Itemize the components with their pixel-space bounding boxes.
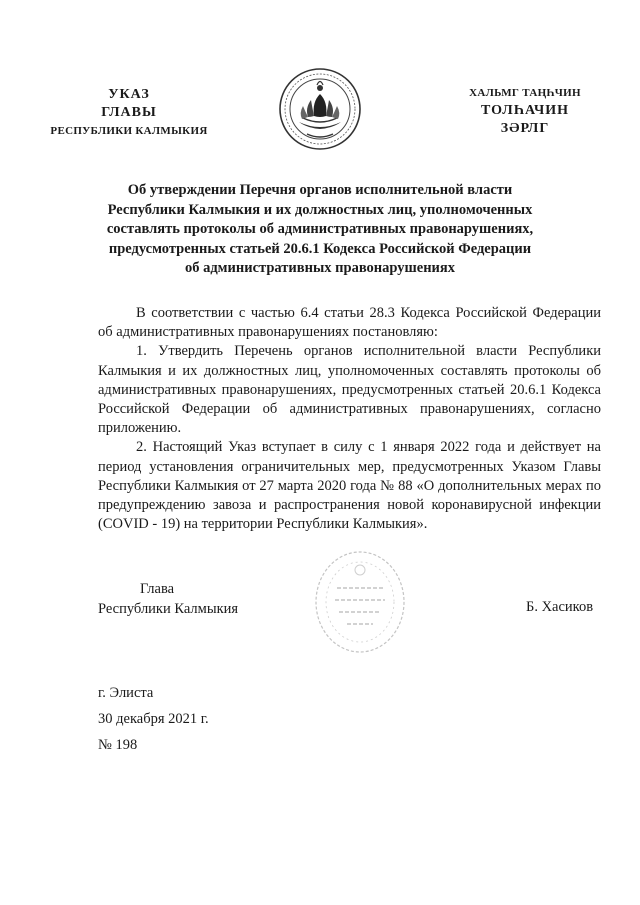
intro-paragraph: В соответствии с частью 6.4 статьи 28.3 Кодекса Российской Федерации об административных правонарушениях постановляю:: [98, 305, 601, 341]
document-title: [100, 181, 540, 279]
footer-number: № 198: [98, 737, 138, 753]
header-left-line3: РЕСПУБЛИКИ КАЛМЫКИЯ: [50, 125, 208, 137]
signature-position-line1: Глава: [140, 581, 175, 597]
title-line: Об утверждении Перечня органов исполнительной власти: [127, 182, 513, 198]
signature-position-line2: Республики Калмыкия: [98, 601, 239, 617]
header-right: [440, 84, 610, 138]
header-right-line2: ТОЛҺАЧИН: [480, 103, 570, 118]
signature-position: [98, 579, 238, 619]
footer-date: 30 декабря 2021 г.: [98, 711, 209, 727]
title-line: Республики Калмыкия и их должностных лиц, уполномоченных: [107, 201, 533, 218]
header-right-line3: ЗӘРЛГ: [500, 121, 550, 136]
item-1-paragraph: 1. Утвердить Перечень органов исполнительной власти Республики Калмыкия и их должностных лиц, уполномоченных составлять протоколы об административных правонарушениях, предусмотренных статьей 20.6.1 Кодекса Российской Федерации об административных правонарушениях, согласно приложению.: [98, 343, 601, 437]
signature-name: Б. Хасиков: [526, 599, 594, 615]
footer-city: г. Элиста: [98, 685, 154, 701]
header-right-line1: ХАЛЬМГ ТАҢҺЧИН: [469, 87, 581, 99]
seal-stamp-icon: [305, 530, 415, 670]
title-line: предусмотренных статьей 20.6.1 Кодекса Российской Федерации: [108, 240, 532, 257]
document-body: [98, 304, 601, 534]
header-left-line2: ГЛАВЫ: [101, 105, 157, 120]
kalmykia-emblem-icon: [277, 66, 363, 152]
item-2-paragraph: 2. Настоящий Указ вступает в силу с 1 января 2022 года и действует на период установления ограничительных мер, предусмотренных Указом Главы Республики Калмыкия от 27 марта 2020 года № 88 «О дополнительных мерах по предупреждению завоза и распространения новой коронавирусной инфекции (COVID - 19) на территории Республики Калмыкия».: [98, 439, 601, 533]
title-line: об административных правонарушениях: [184, 260, 456, 276]
header-left: [34, 86, 224, 140]
title-line: составлять протоколы об административных правонарушениях,: [106, 221, 534, 237]
header-left-line1: УКАЗ: [108, 87, 150, 102]
